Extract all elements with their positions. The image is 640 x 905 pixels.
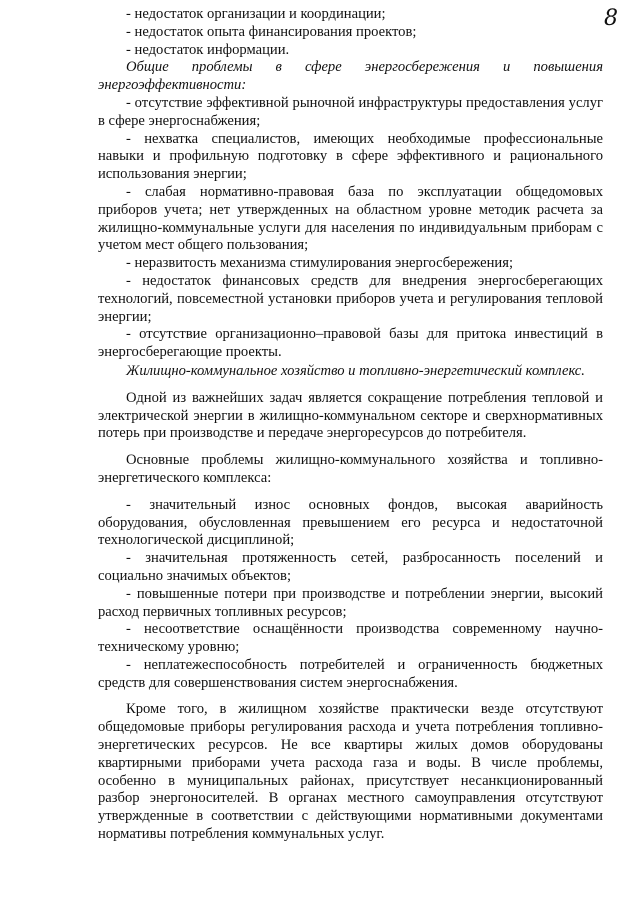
list-item: - отсутствие организационно–правовой базы для притока инвестиций в энергосберегающие проекты. [98,326,603,361]
list-item: - неразвитость механизма стимулирования энергосбережения; [126,255,514,272]
list-item: - значительная протяженность сетей, разбросанность поселений и социально значимых объектов; [98,550,603,584]
section-heading: Жилищно-коммунальное хозяйство и топливно-энергетический комплекс. [126,362,585,379]
body-paragraph: Одной из важнейших задач является сокращение потребления тепловой и электрической энергии в жилищно-коммунальном секторе и сверхнормативных потерь при производстве и передаче энергоресурсов до потребителя. [98,389,603,442]
list-item: - повышенные потери при производстве и потреблении энергии, высокий расход первичных топливных ресурсов; [98,585,603,620]
body-paragraph: Основные проблемы жилищно-коммунального хозяйства и топливно-энергетического комплекса: [98,452,603,486]
list-item: - недостаток финансовых средств для внедрения энергосберегающих технологий, повсеместной установки приборов учета и регулирования тепловой энергии; [98,272,603,325]
list-item: - недостаток информации. [126,41,290,58]
list-item: - отсутствие эффективной рыночной инфраструктуры предоставления услуг в сфере энергоснабжения; [98,94,603,129]
list-item: - значительный износ основных фондов, высокая аварийность оборудования, обусловленная превышением его ресурса и недостаточной технологической дисциплиной; [98,496,603,549]
document-body [98,6,603,844]
list-item: - недостаток опыта финансирования проектов; [126,23,417,40]
list-item: - слабая нормативно-правовая база по эксплуатации общедомовых приборов учета; нет утвержденных на областном уровне методик расчета за жилищно-коммунальные услуги для населения по индивидуальным приборам с учетом мест общего пользования; [98,183,603,254]
section-heading: Общие проблемы в сфере энергосбережения и повышения энергоэффективности: [98,59,603,94]
list-item: - неплатежеспособность потребителей и ограниченность бюджетных средств для совершенствования систем энергоснабжения. [98,656,603,691]
body-paragraph: Кроме того, в жилищном хозяйстве практически везде отсутствуют общедомовые приборы регулирования расхода и учета потребления топливно-энергетических ресурсов. Не все квартиры жилых домов оборудованы квартирными приборами учета расхода газа и воды. В числе проблемы, особенно в муниципальных районах, присутствует несанкционированный разбор энергоносителей. В органах местного самоуправления отсутствуют утвержденные в соответствии с действующими нормативными документами нормативы потребления коммунальных услуг. [98,701,603,843]
list-item: - недостаток организации и координации; [126,6,386,22]
list-item: - нехватка специалистов, имеющих необходимые профессиональные навыки и профильную подготовку в сфере эффективного и рационального использования энергии; [98,130,603,183]
list-item: - несоответствие оснащённости производства современному научно-техническому уровню; [98,621,603,656]
page-number: 8 [604,6,618,31]
